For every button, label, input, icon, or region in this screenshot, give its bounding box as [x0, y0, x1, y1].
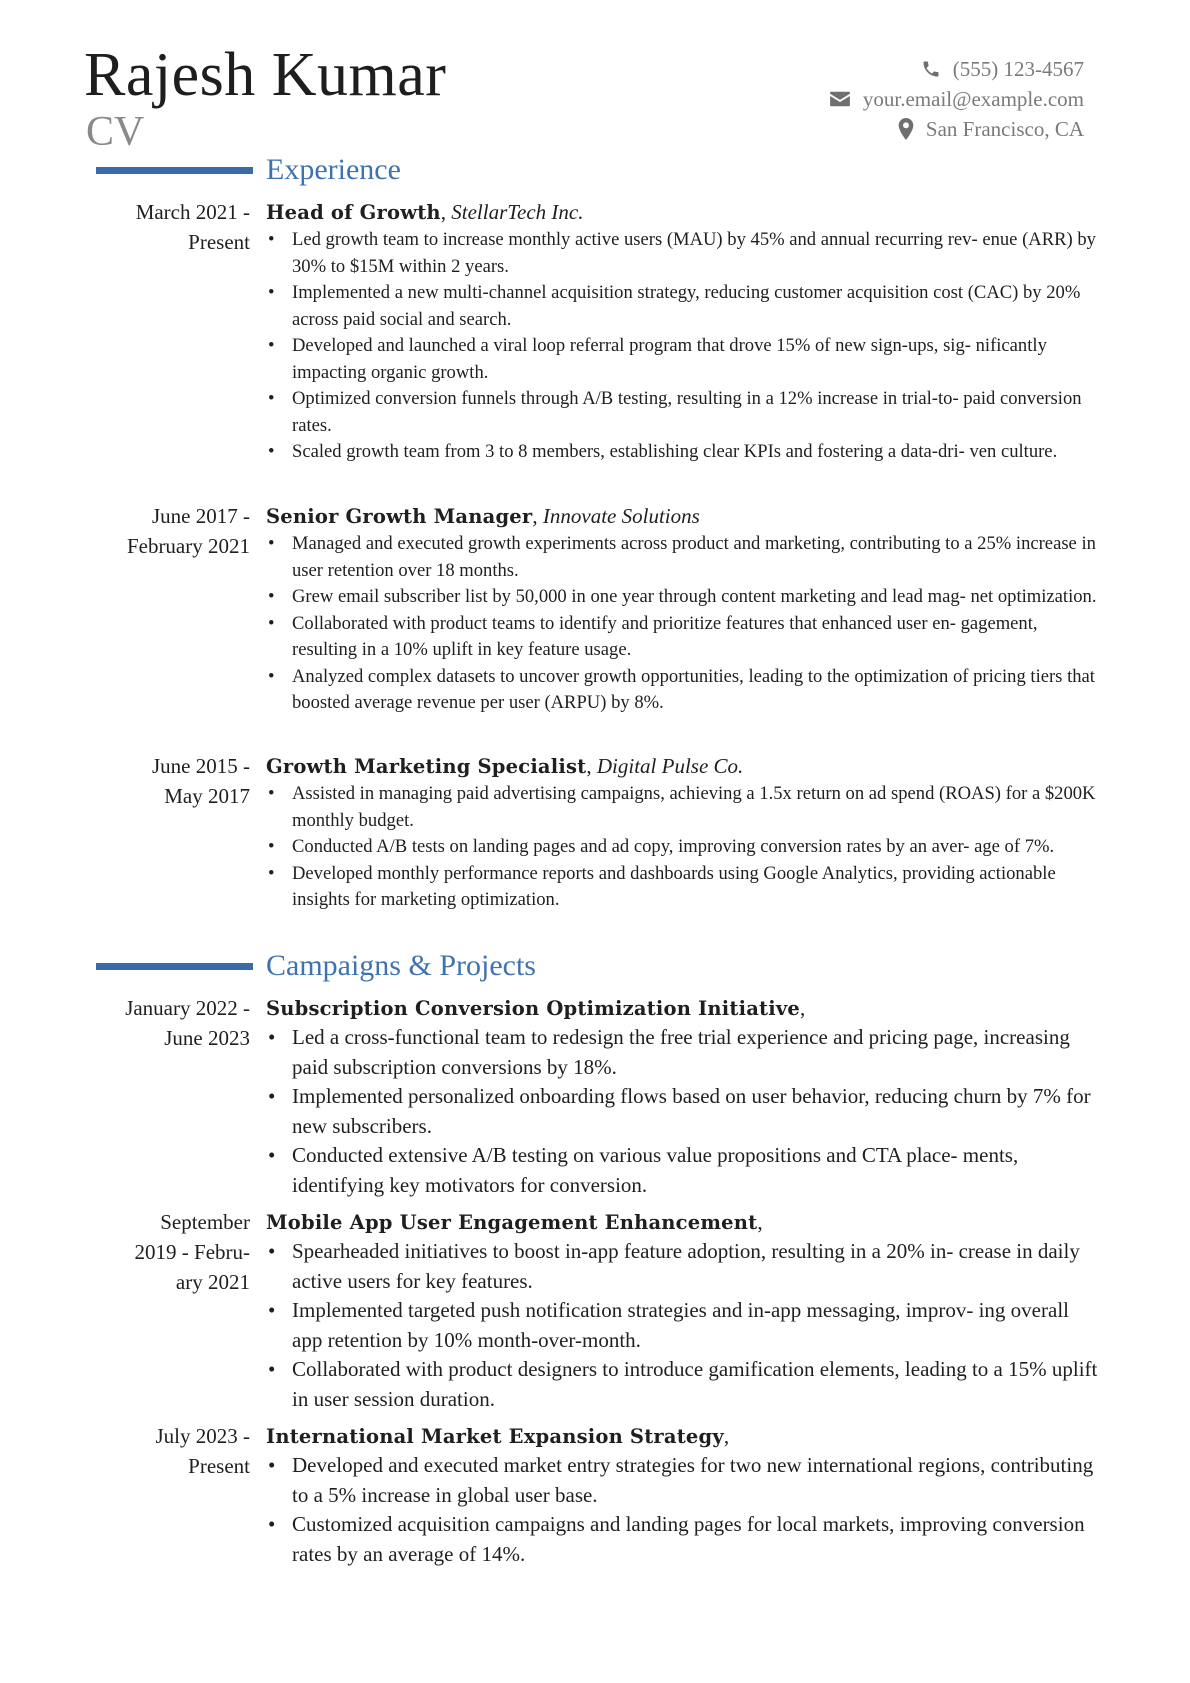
- separator: ,: [757, 1210, 763, 1234]
- list-item: • Assisted in managing paid advertising campaigns, achieving a 1.5x return on ad spend (ROAS) for a $200K monthly budget.: [266, 781, 1098, 834]
- separator: ,: [532, 504, 543, 528]
- list-item: • Developed monthly performance reports and dashboards using Google Analytics, providing actionable insights for marketing optimization.: [266, 861, 1098, 914]
- list-item: • Developed and launched a viral loop referral program that drove 15% of new sign-ups, sig- nificantly impacting organic growth.: [266, 333, 1098, 386]
- list-item: • Analyzed complex datasets to uncover growth opportunities, leading to the optimization of pricing tiers that boosted average revenue per user (ARPU) by 8%.: [266, 664, 1098, 717]
- list-item: • Spearheaded initiatives to boost in-app feature adoption, resulting in a 20% in- crease in daily active users for key features.: [266, 1237, 1098, 1296]
- list-item: • Led growth team to increase monthly active users (MAU) by 45% and annual recurring rev- enue (ARR) by 30% to $15M within 2 years.: [266, 227, 1098, 280]
- phone-icon: [921, 59, 941, 79]
- job-title: Senior Growth Manager: [266, 505, 533, 528]
- contact-email[interactable]: [829, 84, 1084, 114]
- section-accent-bar: [96, 167, 253, 174]
- bullet-list: [266, 227, 1098, 466]
- document-subtitle: CV: [86, 109, 145, 155]
- bullet-list: [266, 781, 1098, 914]
- entry-date-line: ary 2021: [175, 1270, 250, 1294]
- entry-heading: [266, 751, 743, 782]
- entry-date-start: March 2021 -: [135, 200, 250, 224]
- list-item: • Scaled growth team from 3 to 8 members, establishing clear KPIs and fostering a data-dri- ven culture.: [266, 439, 1098, 466]
- entry-date-start: June 2017 -: [152, 504, 250, 528]
- entry-heading: [266, 993, 805, 1024]
- list-item: • Customized acquisition campaigns and landing pages for local markets, improving conversion rates by an average of 14%.: [266, 1510, 1098, 1569]
- bullet-list: [266, 1023, 1098, 1200]
- location-text: San Francisco, CA: [925, 117, 1084, 141]
- list-item: • Developed and executed market entry strategies for two new international regions, contributing to a 5% increase in global user base.: [266, 1451, 1098, 1510]
- entry-date-start: June 2015 -: [152, 754, 250, 778]
- job-title: Head of Growth: [266, 201, 441, 224]
- candidate-name: Rajesh Kumar: [84, 41, 447, 109]
- entry-date-start: July 2023 -: [155, 1424, 250, 1448]
- list-item: • Grew email subscriber list by 50,000 in one year through content marketing and lead mag- net optimization.: [266, 584, 1098, 611]
- organization: Innovate Solutions: [542, 504, 700, 528]
- entry-date-line: 2019 - Febru-: [134, 1240, 250, 1264]
- list-item: • Conducted A/B tests on landing pages and ad copy, improving conversion rates by an aver- age of 7%.: [266, 834, 1098, 861]
- contact-block: [829, 54, 1084, 144]
- section-title: Campaigns & Projects: [266, 949, 536, 982]
- experience-section-header: [0, 152, 1190, 192]
- projects-section-header: [0, 948, 1190, 988]
- entry-date-end: May 2017: [164, 784, 250, 808]
- list-item: • Collaborated with product teams to identify and prioritize features that enhanced user en- gagement, resulting in a 10% uplift in key feature usage.: [266, 611, 1098, 664]
- entry-heading: [266, 501, 700, 532]
- project-title: International Market Expansion Strategy: [266, 1425, 724, 1448]
- entry-date-end: Present: [188, 1454, 250, 1478]
- list-item: • Conducted extensive A/B testing on various value propositions and CTA place- ments, identifying key motivators for conversion.: [266, 1141, 1098, 1200]
- entry-date-end: Present: [188, 230, 250, 254]
- entry-date-line: September: [160, 1210, 250, 1234]
- bullet-list: [266, 1451, 1098, 1569]
- entry-heading: [266, 1421, 729, 1452]
- list-item: • Managed and executed growth experiments across product and marketing, contributing to a 25% increase in user retention over 18 months.: [266, 531, 1098, 584]
- job-title: Growth Marketing Specialist: [266, 755, 587, 778]
- project-title: Mobile App User Engagement Enhancement: [266, 1211, 758, 1234]
- email-text: your.email@example.com: [862, 87, 1084, 111]
- separator: ,: [440, 200, 452, 224]
- contact-location: [829, 114, 1084, 144]
- map-marker-icon: [898, 118, 914, 140]
- entry-date-end: February 2021: [126, 534, 250, 558]
- section-accent-bar: [96, 963, 253, 970]
- separator: ,: [723, 1424, 730, 1448]
- phone-text: (555) 123-4567: [952, 57, 1084, 81]
- list-item: • Led a cross-functional team to redesign the free trial experience and pricing page, increasing paid subscription conversions by 18%.: [266, 1023, 1098, 1082]
- organization: StellarTech Inc.: [451, 200, 584, 224]
- contact-phone[interactable]: [829, 54, 1084, 84]
- separator: ,: [800, 996, 806, 1020]
- list-item: • Implemented a new multi-channel acquisition strategy, reducing customer acquisition cost (CAC) by 20% across paid social and search.: [266, 280, 1098, 333]
- bullet-list: [266, 531, 1098, 717]
- entry-date-end: June 2023: [164, 1026, 250, 1050]
- project-title: Subscription Conversion Optimization Initiative: [266, 997, 801, 1020]
- list-item: • Implemented targeted push notification strategies and in-app messaging, improv- ing overall app retention by 10% month-over-month.: [266, 1296, 1098, 1355]
- separator: ,: [586, 754, 597, 778]
- entry-date-start: January 2022 -: [125, 996, 250, 1020]
- bullet-list: [266, 1237, 1098, 1414]
- list-item: • Collaborated with product designers to introduce gamification elements, leading to a 15% uplift in user session duration.: [266, 1355, 1098, 1414]
- section-title: Experience: [266, 153, 401, 186]
- entry-heading: [266, 1207, 763, 1238]
- organization: Digital Pulse Co.: [596, 754, 744, 778]
- entry-heading: [266, 197, 584, 228]
- list-item: • Implemented personalized onboarding flows based on user behavior, reducing churn by 7% for new subscribers.: [266, 1082, 1098, 1141]
- envelope-icon: [829, 90, 851, 108]
- list-item: • Optimized conversion funnels through A/B testing, resulting in a 12% increase in trial-to- paid conversion rates.: [266, 386, 1098, 439]
